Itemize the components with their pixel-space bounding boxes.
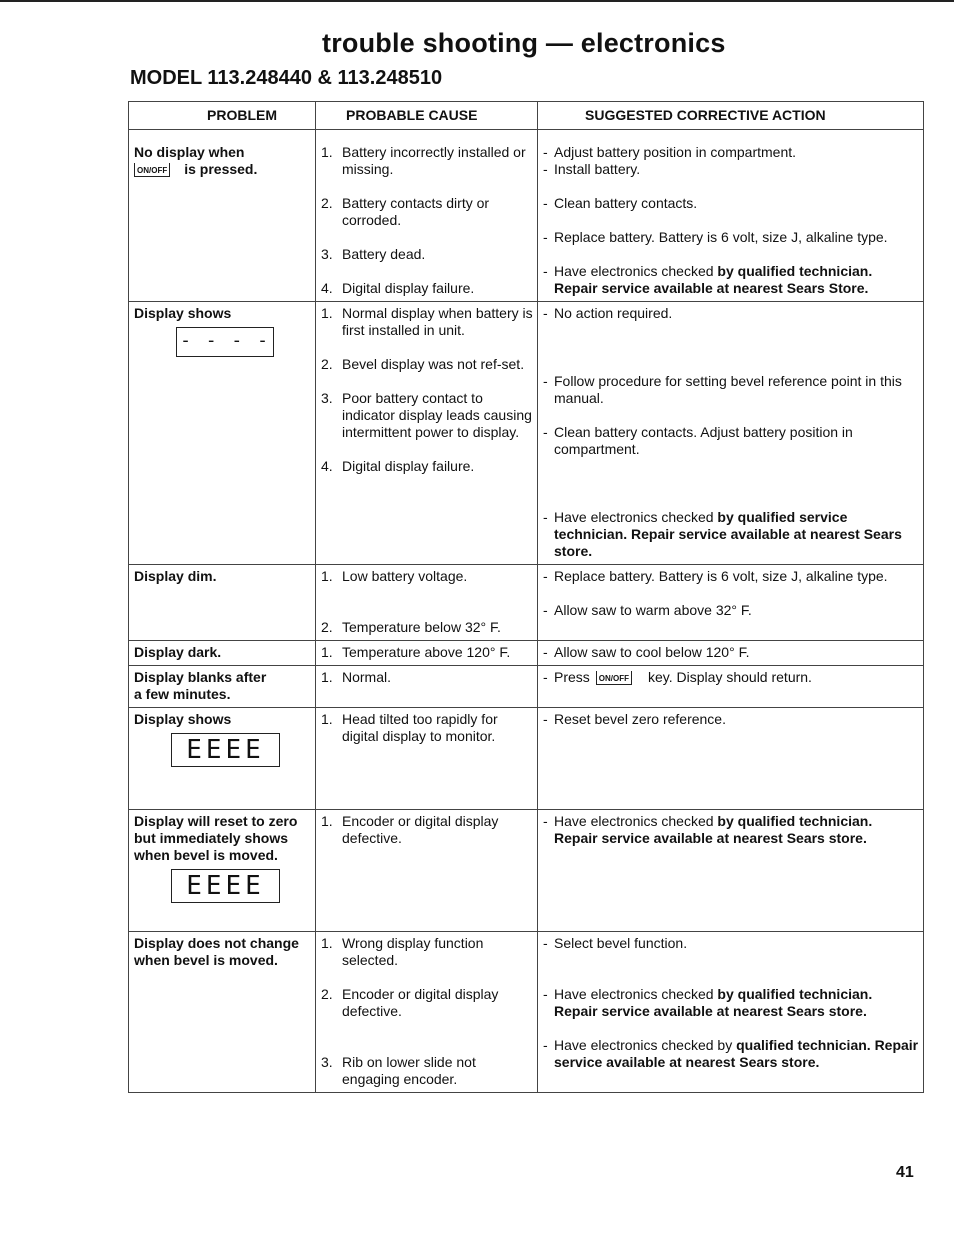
action-item bbox=[543, 1037, 919, 1071]
page-title: trouble shooting — electronics bbox=[322, 28, 726, 58]
problem-cell bbox=[129, 130, 316, 302]
problem-text: Display shows bbox=[134, 711, 232, 727]
action-text: No action required. bbox=[554, 305, 673, 321]
table-header-row bbox=[129, 102, 924, 130]
dash: - bbox=[543, 711, 548, 727]
action-cell bbox=[538, 666, 924, 708]
dash: - bbox=[543, 195, 548, 211]
action-text bbox=[554, 813, 919, 847]
cause-item bbox=[321, 356, 533, 373]
cause-item bbox=[321, 619, 533, 636]
action-text bbox=[554, 509, 919, 560]
problem-cell bbox=[129, 302, 316, 565]
action-item bbox=[543, 813, 919, 847]
cause-cell bbox=[316, 565, 538, 641]
cause-item bbox=[321, 144, 533, 178]
problem-text: Display does not change when bevel is moved. bbox=[134, 935, 299, 968]
cause-number: 1. bbox=[321, 711, 333, 727]
model-heading: MODEL 113.248440 & 113.248510 bbox=[130, 67, 443, 89]
dash: - bbox=[543, 644, 548, 660]
cause-text: Bevel display was not ref-set. bbox=[342, 356, 525, 372]
action-text: Allow saw to cool below 120° F. bbox=[554, 644, 750, 660]
cause-cell bbox=[316, 810, 538, 932]
table-row bbox=[129, 565, 924, 641]
action-text: Adjust battery position in compartment. bbox=[554, 144, 797, 160]
dash: - bbox=[543, 373, 548, 389]
cause-number: 1. bbox=[321, 669, 333, 685]
action-item bbox=[543, 568, 919, 585]
cause-number: 2. bbox=[321, 986, 333, 1002]
cause-cell bbox=[316, 666, 538, 708]
cause-text: Digital display failure. bbox=[342, 458, 475, 474]
action-text-bold: by qualified service technician. Repair service available at nearest Sears store. bbox=[554, 509, 902, 559]
dash: - bbox=[543, 602, 548, 618]
page-number: 41 bbox=[896, 1164, 914, 1181]
cause-item bbox=[321, 1054, 533, 1088]
action-text-plain: Have electronics checked bbox=[554, 263, 718, 279]
cause-text: Temperature below 32° F. bbox=[342, 619, 501, 635]
cause-text: Normal. bbox=[342, 669, 392, 685]
action-item bbox=[543, 644, 919, 661]
problem-cell bbox=[129, 641, 316, 666]
cause-text: Battery incorrectly installed or missing. bbox=[342, 144, 526, 177]
cause-item bbox=[321, 305, 533, 339]
problem-text-line2: a few minutes. bbox=[134, 686, 231, 702]
action-text: Install battery. bbox=[554, 161, 641, 177]
action-item bbox=[543, 711, 919, 728]
table-row bbox=[129, 130, 924, 302]
action-cell bbox=[538, 641, 924, 666]
troubleshooting-table bbox=[128, 101, 924, 1093]
lcd-error-display-icon: EEEE bbox=[171, 869, 280, 903]
problem-text-line2 bbox=[134, 161, 311, 178]
cause-item bbox=[321, 644, 533, 661]
action-text: Clean battery contacts. Adjust battery position in compartment. bbox=[554, 424, 853, 457]
cause-text: Poor battery contact to indicator display leads causing intermittent power to display. bbox=[342, 390, 532, 440]
problem-text: Display dark. bbox=[134, 644, 222, 660]
cause-item bbox=[321, 246, 533, 263]
action-cell bbox=[538, 565, 924, 641]
action-text bbox=[554, 1037, 919, 1071]
cause-number: 1. bbox=[321, 144, 333, 160]
action-item bbox=[543, 195, 919, 212]
table-row bbox=[129, 932, 924, 1093]
problem-text: No display when bbox=[134, 144, 245, 160]
problem-cell bbox=[129, 810, 316, 932]
action-text-bold: qualified technician. Repair service available at nearest Sears store. bbox=[554, 1037, 919, 1070]
dash: - bbox=[543, 1037, 548, 1053]
cause-cell bbox=[316, 932, 538, 1093]
cause-item bbox=[321, 195, 533, 229]
problem-cell bbox=[129, 708, 316, 810]
cause-number: 1. bbox=[321, 935, 333, 951]
action-item bbox=[543, 263, 919, 297]
cause-item bbox=[321, 669, 533, 686]
table-row bbox=[129, 641, 924, 666]
action-item bbox=[543, 305, 919, 322]
action-item bbox=[543, 602, 919, 619]
action-text bbox=[554, 986, 919, 1020]
dash: - bbox=[543, 144, 548, 160]
action-item bbox=[543, 669, 919, 686]
problem-text-suffix: is pressed. bbox=[184, 161, 258, 177]
action-text-bold: by qualified technician. Repair service available at nearest Sears store. bbox=[554, 986, 873, 1019]
table-row bbox=[129, 302, 924, 565]
cause-text: Head tilted too rapidly for digital display to monitor. bbox=[342, 711, 498, 744]
cause-item bbox=[321, 986, 533, 1020]
lcd-display-icon: - - - - bbox=[176, 327, 274, 357]
cause-item bbox=[321, 711, 533, 745]
table-row bbox=[129, 666, 924, 708]
action-text-plain: Have electronics checked bbox=[554, 813, 718, 829]
cause-number: 4. bbox=[321, 280, 333, 296]
cause-number: 2. bbox=[321, 195, 333, 211]
action-item bbox=[543, 229, 919, 246]
cause-text: Battery contacts dirty or corroded. bbox=[342, 195, 490, 228]
cause-item bbox=[321, 935, 533, 969]
action-text-plain: Have electronics checked bbox=[554, 509, 718, 525]
dash: - bbox=[543, 669, 548, 685]
cause-number: 1. bbox=[321, 568, 333, 584]
action-text-plain: Have electronics checked by bbox=[554, 1037, 737, 1053]
action-text: Follow procedure for setting bevel reference point in this manual. bbox=[554, 373, 902, 406]
dash: - bbox=[543, 986, 548, 1002]
cause-text: Digital display failure. bbox=[342, 280, 475, 296]
cause-text: Encoder or digital display defective. bbox=[342, 813, 499, 846]
problem-cell bbox=[129, 565, 316, 641]
cause-number: 3. bbox=[321, 246, 333, 262]
cause-number: 3. bbox=[321, 390, 333, 406]
cause-text: Normal display when battery is first installed in unit. bbox=[342, 305, 533, 338]
dash: - bbox=[543, 568, 548, 584]
action-item bbox=[543, 161, 919, 178]
action-text-bold: by qualified technician. Repair service available at nearest Sears store. bbox=[554, 813, 873, 846]
cause-text: Battery dead. bbox=[342, 246, 426, 262]
action-text bbox=[554, 669, 812, 686]
action-text: Clean battery contacts. bbox=[554, 195, 698, 211]
dash: - bbox=[543, 813, 548, 829]
cause-column-header: PROBABLE CAUSE bbox=[316, 102, 538, 130]
action-cell bbox=[538, 130, 924, 302]
action-text: Replace battery. Battery is 6 volt, size J, alkaline type. bbox=[554, 568, 888, 584]
action-cell bbox=[538, 302, 924, 565]
dash: - bbox=[543, 161, 548, 177]
cause-cell bbox=[316, 302, 538, 565]
action-item bbox=[543, 144, 919, 161]
action-column-header: SUGGESTED CORRECTIVE ACTION bbox=[538, 102, 924, 130]
action-text-bold: by qualified technician. Repair service available at nearest Sears Store. bbox=[554, 263, 873, 296]
action-text bbox=[554, 263, 919, 297]
cause-item bbox=[321, 280, 533, 297]
cause-text: Wrong display function selected. bbox=[342, 935, 484, 968]
problem-text: Display dim. bbox=[134, 568, 217, 584]
lcd-error-display-icon: EEEE bbox=[171, 733, 280, 767]
action-item bbox=[543, 424, 919, 458]
cause-cell bbox=[316, 130, 538, 302]
on-off-key-icon: ON/OFF bbox=[134, 163, 170, 177]
cause-text: Low battery voltage. bbox=[342, 568, 468, 584]
action-text: Allow saw to warm above 32° F. bbox=[554, 602, 752, 618]
cause-cell bbox=[316, 641, 538, 666]
action-text-pre: Press bbox=[554, 669, 590, 685]
action-text: Reset bevel zero reference. bbox=[554, 711, 726, 727]
cause-number: 3. bbox=[321, 1054, 333, 1070]
action-item bbox=[543, 935, 919, 952]
action-text-plain: Have electronics checked bbox=[554, 986, 718, 1002]
action-item bbox=[543, 509, 919, 560]
action-item bbox=[543, 986, 919, 1020]
action-text-post: key. Display should return. bbox=[648, 669, 812, 685]
cause-item bbox=[321, 813, 533, 847]
action-cell bbox=[538, 932, 924, 1093]
top-rule bbox=[0, 0, 954, 2]
cause-number: 1. bbox=[321, 305, 333, 321]
problem-cell bbox=[129, 666, 316, 708]
action-cell bbox=[538, 708, 924, 810]
dash: - bbox=[543, 305, 548, 321]
table-row bbox=[129, 708, 924, 810]
cause-number: 2. bbox=[321, 356, 333, 372]
cause-number: 1. bbox=[321, 813, 333, 829]
dash: - bbox=[543, 509, 548, 525]
action-text: Replace battery. Battery is 6 volt, size J, alkaline type. bbox=[554, 229, 888, 245]
problem-cell bbox=[129, 932, 316, 1093]
problem-text: Display blanks after bbox=[134, 669, 267, 685]
dash: - bbox=[543, 229, 548, 245]
problem-text: Display will reset to zero but immediately shows when bevel is moved. bbox=[134, 813, 298, 863]
cause-text: Encoder or digital display defective. bbox=[342, 986, 499, 1019]
problem-column-header: PROBLEM bbox=[129, 102, 316, 130]
cause-item bbox=[321, 390, 533, 441]
dash: - bbox=[543, 424, 548, 440]
cause-number: 1. bbox=[321, 644, 333, 660]
cause-number: 4. bbox=[321, 458, 333, 474]
problem-text: Display shows bbox=[134, 305, 232, 321]
cause-item bbox=[321, 458, 533, 475]
cause-text: Rib on lower slide not engaging encoder. bbox=[342, 1054, 476, 1087]
action-text: Select bevel function. bbox=[554, 935, 688, 951]
action-item bbox=[543, 373, 919, 407]
cause-text: Temperature above 120° F. bbox=[342, 644, 511, 660]
table-row bbox=[129, 810, 924, 932]
dash: - bbox=[543, 263, 548, 279]
action-cell bbox=[538, 810, 924, 932]
cause-cell bbox=[316, 708, 538, 810]
on-off-key-icon: ON/OFF bbox=[596, 671, 632, 685]
cause-item bbox=[321, 568, 533, 585]
cause-number: 2. bbox=[321, 619, 333, 635]
dash: - bbox=[543, 935, 548, 951]
